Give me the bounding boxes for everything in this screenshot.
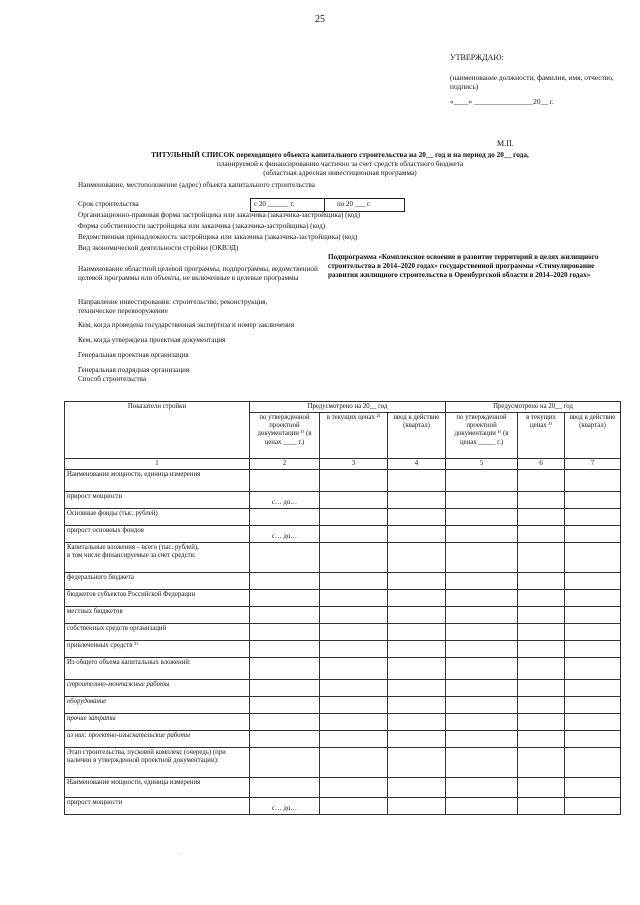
row-label <box>65 680 250 697</box>
table-row <box>65 573 621 590</box>
field-okved: Вид экономической деятельности стройки (ОКВЭД) <box>78 244 239 252</box>
table-cell[interactable] <box>388 526 446 543</box>
title-line-1: ТИТУЛЬНЫЙ СПИСОК переходящего объекта капитального строительства на 20__ год и на период до 20__ года, <box>151 150 529 159</box>
row-label-text: привлеченных средств ²⁾ <box>67 642 138 650</box>
table-cell[interactable] <box>320 778 388 798</box>
table-cell[interactable] <box>446 590 518 607</box>
table-row <box>65 658 621 680</box>
table-cell[interactable] <box>320 697 388 714</box>
table-cell[interactable] <box>388 748 446 778</box>
table-cell[interactable] <box>446 607 518 624</box>
table-row <box>65 509 621 526</box>
row-label-text: федерального бюджета <box>67 574 134 582</box>
table-cell[interactable] <box>518 731 565 748</box>
row-label <box>65 731 250 748</box>
table-cell[interactable] <box>565 492 621 509</box>
row-label <box>65 573 250 590</box>
field-general-contractor: Генеральная подрядная организация <box>78 366 190 374</box>
table-cell[interactable] <box>565 607 621 624</box>
approve-signature-hint: (наименование должности, фамилия, имя, отчество, подпись) <box>450 72 614 91</box>
table-cell[interactable] <box>388 573 446 590</box>
table-cell[interactable] <box>320 526 388 543</box>
field-approved-docs: Кем, когда утверждена проектная документация <box>78 336 226 344</box>
row-label <box>65 509 250 526</box>
field-departmental: Ведомственная принадлежность застройщика или заказчика (заказчика-застройщика) (код) <box>78 233 358 241</box>
page-number: 25 <box>315 14 325 25</box>
table-cell[interactable] <box>320 624 388 641</box>
table-cell[interactable] <box>250 641 320 658</box>
table-body <box>65 470 621 815</box>
row-label <box>65 470 250 492</box>
col-num: 7 <box>565 459 621 470</box>
table-cell[interactable] <box>250 509 320 526</box>
table-cell[interactable] <box>250 778 320 798</box>
indicators-table <box>64 401 621 815</box>
row-label-subtext: в том числе финансируемые за счет средств: <box>67 552 196 560</box>
table-cell[interactable] <box>320 641 388 658</box>
row-label-text: Этап строительства, пусковой комплекс (очередь) (при наличии в утвержденной проектной документации): <box>67 749 226 765</box>
table-cell[interactable] <box>518 798 565 815</box>
field-expertise: Кем, когда проведена государственная экспертиза и номер заключения <box>78 321 295 329</box>
header-current-prices-2: в текущих ценах ³⁾ <box>518 413 565 459</box>
page-mark: · <box>178 852 180 858</box>
table-cell[interactable] <box>565 641 621 658</box>
table-cell[interactable] <box>320 658 388 680</box>
table-cell[interactable] <box>565 543 621 573</box>
table-cell[interactable] <box>388 624 446 641</box>
table-row <box>65 798 621 815</box>
field-ownership-form: Форма собственности застройщика или заказчика (заказчика-застройщика) (код) <box>78 222 326 230</box>
table-cell[interactable] <box>388 680 446 697</box>
seal-place: М.П. <box>497 139 514 148</box>
table-cell[interactable] <box>388 590 446 607</box>
table-row <box>65 492 621 509</box>
table-cell[interactable] <box>446 748 518 778</box>
row-label-text: бюджетов субъектов Российской Федерации <box>67 591 196 599</box>
table-cell[interactable] <box>320 573 388 590</box>
row-label <box>65 798 250 815</box>
field-construction-term: Срок строительства <box>78 200 139 208</box>
table-cell[interactable] <box>518 658 565 680</box>
table-cell[interactable] <box>250 731 320 748</box>
table-cell[interactable] <box>518 573 565 590</box>
row-label <box>65 778 250 798</box>
table-row <box>65 543 621 573</box>
col-num: 3 <box>320 459 388 470</box>
col-num: 1 <box>65 459 250 470</box>
table-cell[interactable] <box>446 731 518 748</box>
table-cell[interactable]: с… до… <box>250 492 320 509</box>
row-label-text: Основные фонды (тыс. рублей) <box>67 510 158 518</box>
table-row <box>65 607 621 624</box>
table-cell[interactable] <box>518 624 565 641</box>
field-method: Способ строительства <box>78 375 147 383</box>
table-cell[interactable] <box>320 731 388 748</box>
table-cell[interactable]: с… до… <box>250 798 320 815</box>
table-cell[interactable] <box>388 778 446 798</box>
subprogram-text: Подпрограмма «Комплексное освоение и развитие территорий в целях жилищного строительства в 2014–2020 годах» государственной программы «Стимулирование развития жилищного строительства в Оренбургской области в 2014–2020 годах» <box>328 253 599 279</box>
table-cell[interactable] <box>518 509 565 526</box>
table-cell[interactable] <box>518 714 565 731</box>
table-cell[interactable] <box>565 658 621 680</box>
title-line-2: планируемой к финансированию частично за счет средств областного бюджета <box>216 159 464 169</box>
table-row <box>65 641 621 658</box>
row-label-text: Капитальные вложения – всего (тыс. рублей), <box>67 544 199 552</box>
table-cell[interactable] <box>565 509 621 526</box>
table-cell[interactable] <box>250 607 320 624</box>
table-cell[interactable] <box>565 778 621 798</box>
table-cell[interactable] <box>565 590 621 607</box>
table-cell[interactable] <box>320 798 388 815</box>
row-label-text: прочие затраты <box>67 715 116 723</box>
row-label <box>65 526 250 543</box>
table-row <box>65 714 621 731</box>
field-org-legal-form: Организационно-правовая форма застройщика или заказчика (заказчика-застройщика) (код) <box>78 211 361 219</box>
table-cell[interactable] <box>250 714 320 731</box>
header-approved-docs-2: по утвержденной проектной документации ¹⁾ (в ценах _____ г.) <box>446 413 518 459</box>
table-cell[interactable] <box>388 658 446 680</box>
row-label <box>65 607 250 624</box>
table-cell[interactable] <box>250 748 320 778</box>
row-label-text: прирост мощности <box>67 493 123 501</box>
row-label <box>65 492 250 509</box>
table-cell[interactable] <box>518 680 565 697</box>
table-cell[interactable] <box>446 624 518 641</box>
table-row <box>65 590 621 607</box>
table-cell[interactable] <box>250 624 320 641</box>
table-cell[interactable] <box>388 641 446 658</box>
row-label <box>65 714 250 731</box>
table-cell[interactable] <box>565 798 621 815</box>
row-label <box>65 590 250 607</box>
table-cell[interactable]: с… до… <box>250 526 320 543</box>
table-row <box>65 526 621 543</box>
table-cell[interactable] <box>565 573 621 590</box>
approval-block <box>450 53 620 107</box>
field-general-design: Генеральная проектная организация <box>78 351 189 359</box>
table-row <box>65 624 621 641</box>
table-cell[interactable] <box>518 492 565 509</box>
table-cell[interactable] <box>320 714 388 731</box>
table-cell[interactable] <box>320 607 388 624</box>
row-label <box>65 748 250 778</box>
table-cell[interactable] <box>565 680 621 697</box>
table-cell[interactable] <box>565 470 621 492</box>
table-cell[interactable] <box>388 731 446 748</box>
table-cell[interactable] <box>388 714 446 731</box>
table-cell[interactable] <box>565 731 621 748</box>
table-cell[interactable] <box>446 543 518 573</box>
row-label-text: строительно-монтажные работы <box>67 681 170 689</box>
table-cell[interactable] <box>250 470 320 492</box>
row-label-text: Наименование мощности, единица измерения <box>67 471 201 479</box>
col-num: 6 <box>518 459 565 470</box>
table-cell[interactable] <box>446 641 518 658</box>
table-cell[interactable] <box>388 798 446 815</box>
table-cell[interactable] <box>565 624 621 641</box>
table-cell[interactable] <box>446 526 518 543</box>
table-row <box>65 680 621 697</box>
table-cell[interactable] <box>388 543 446 573</box>
row-label-text: Наименование мощности, единица измерения <box>67 779 201 787</box>
header-group-2: Предусмотрено на 20__ год <box>446 402 621 413</box>
row-label <box>65 624 250 641</box>
table-cell[interactable] <box>250 680 320 697</box>
table-cell[interactable] <box>320 590 388 607</box>
table-cell[interactable] <box>518 607 565 624</box>
table-cell[interactable] <box>388 697 446 714</box>
table-cell[interactable] <box>518 641 565 658</box>
row-label-text: оборудование <box>67 698 107 706</box>
table-cell[interactable] <box>320 470 388 492</box>
header-current-prices: в текущих ценах ²⁾ <box>320 413 388 459</box>
table-cell[interactable] <box>565 714 621 731</box>
table-row <box>65 778 621 798</box>
table-cell[interactable] <box>320 492 388 509</box>
table-cell[interactable] <box>446 798 518 815</box>
table-cell[interactable] <box>446 714 518 731</box>
table-cell[interactable] <box>250 590 320 607</box>
row-label-text: местных бюджетов <box>67 608 123 616</box>
table-cell[interactable] <box>518 697 565 714</box>
row-label-text: Из общего объема капитальных вложений: <box>67 659 191 667</box>
table-cell[interactable] <box>388 607 446 624</box>
table-cell[interactable] <box>320 509 388 526</box>
title-line-3: (областная адресная инвестиционная программа) <box>263 168 417 178</box>
col-num: 5 <box>446 459 518 470</box>
table-cell[interactable] <box>446 492 518 509</box>
header-indicators: Показатели стройки <box>65 402 250 459</box>
col-num: 4 <box>388 459 446 470</box>
table-row <box>65 470 621 492</box>
table-cell[interactable] <box>250 573 320 590</box>
header-group-1: Предусмотрено на 20__ год <box>250 402 446 413</box>
construction-term-box <box>250 198 405 212</box>
table-cell[interactable] <box>250 658 320 680</box>
row-label <box>65 658 250 680</box>
row-label-text: прирост основных фондов <box>67 527 144 535</box>
table-cell[interactable] <box>388 492 446 509</box>
table-row <box>65 748 621 778</box>
row-label <box>65 543 250 573</box>
table-cell[interactable] <box>518 526 565 543</box>
table-cell[interactable] <box>518 590 565 607</box>
table-cell[interactable] <box>446 573 518 590</box>
term-from: с 20 ______ г. <box>254 200 295 208</box>
table-cell[interactable] <box>446 658 518 680</box>
row-label-text: из них: проектно-изыскательские работы <box>67 732 190 740</box>
header-approved-docs: по утвержденной проектной документации ¹⁾ (в ценах ____ г.) <box>250 413 320 459</box>
table-cell[interactable] <box>320 543 388 573</box>
table-cell[interactable] <box>388 509 446 526</box>
field-program-name: Наименование областной целевой программы, подпрограммы, ведомственной целевой программы или объекты, не включенные в целевые программы <box>78 265 318 282</box>
approve-date: «____» ________________20__ г. <box>450 97 554 107</box>
row-label <box>65 641 250 658</box>
table-cell[interactable] <box>518 543 565 573</box>
table-row <box>65 731 621 748</box>
field-direction: Направление инвестирования: строительство, реконструкция, техническое перевооружение <box>78 298 268 315</box>
table-cell[interactable] <box>446 509 518 526</box>
header-commissioning: ввод в действие (квартал) <box>388 413 446 459</box>
row-label-text: собственных средств организаций <box>67 625 167 633</box>
table-cell[interactable] <box>250 697 320 714</box>
table-cell[interactable] <box>388 470 446 492</box>
table-cell[interactable] <box>518 470 565 492</box>
field-name-location: Наименование, местоположение (адрес) объекта капитального строительства <box>78 181 315 189</box>
table-cell[interactable] <box>446 778 518 798</box>
table-cell[interactable] <box>320 748 388 778</box>
table-cell[interactable] <box>250 543 320 573</box>
table-cell[interactable] <box>446 680 518 697</box>
table-cell[interactable] <box>565 697 621 714</box>
table-cell[interactable] <box>565 526 621 543</box>
table-cell[interactable] <box>565 748 621 778</box>
table-cell[interactable] <box>446 697 518 714</box>
approve-title: УТВЕРЖДАЮ: <box>450 53 504 62</box>
table-row <box>65 697 621 714</box>
row-label <box>65 697 250 714</box>
table-cell[interactable] <box>320 680 388 697</box>
table-cell[interactable] <box>518 778 565 798</box>
document-title <box>60 150 620 177</box>
header-commissioning-2: ввод в действие (квартал) <box>565 413 621 459</box>
term-to: по 20 ___ г. <box>337 200 371 208</box>
col-num: 2 <box>250 459 320 470</box>
table-cell[interactable] <box>446 470 518 492</box>
row-label-text: прирост мощности <box>67 799 123 807</box>
table-cell[interactable] <box>518 748 565 778</box>
